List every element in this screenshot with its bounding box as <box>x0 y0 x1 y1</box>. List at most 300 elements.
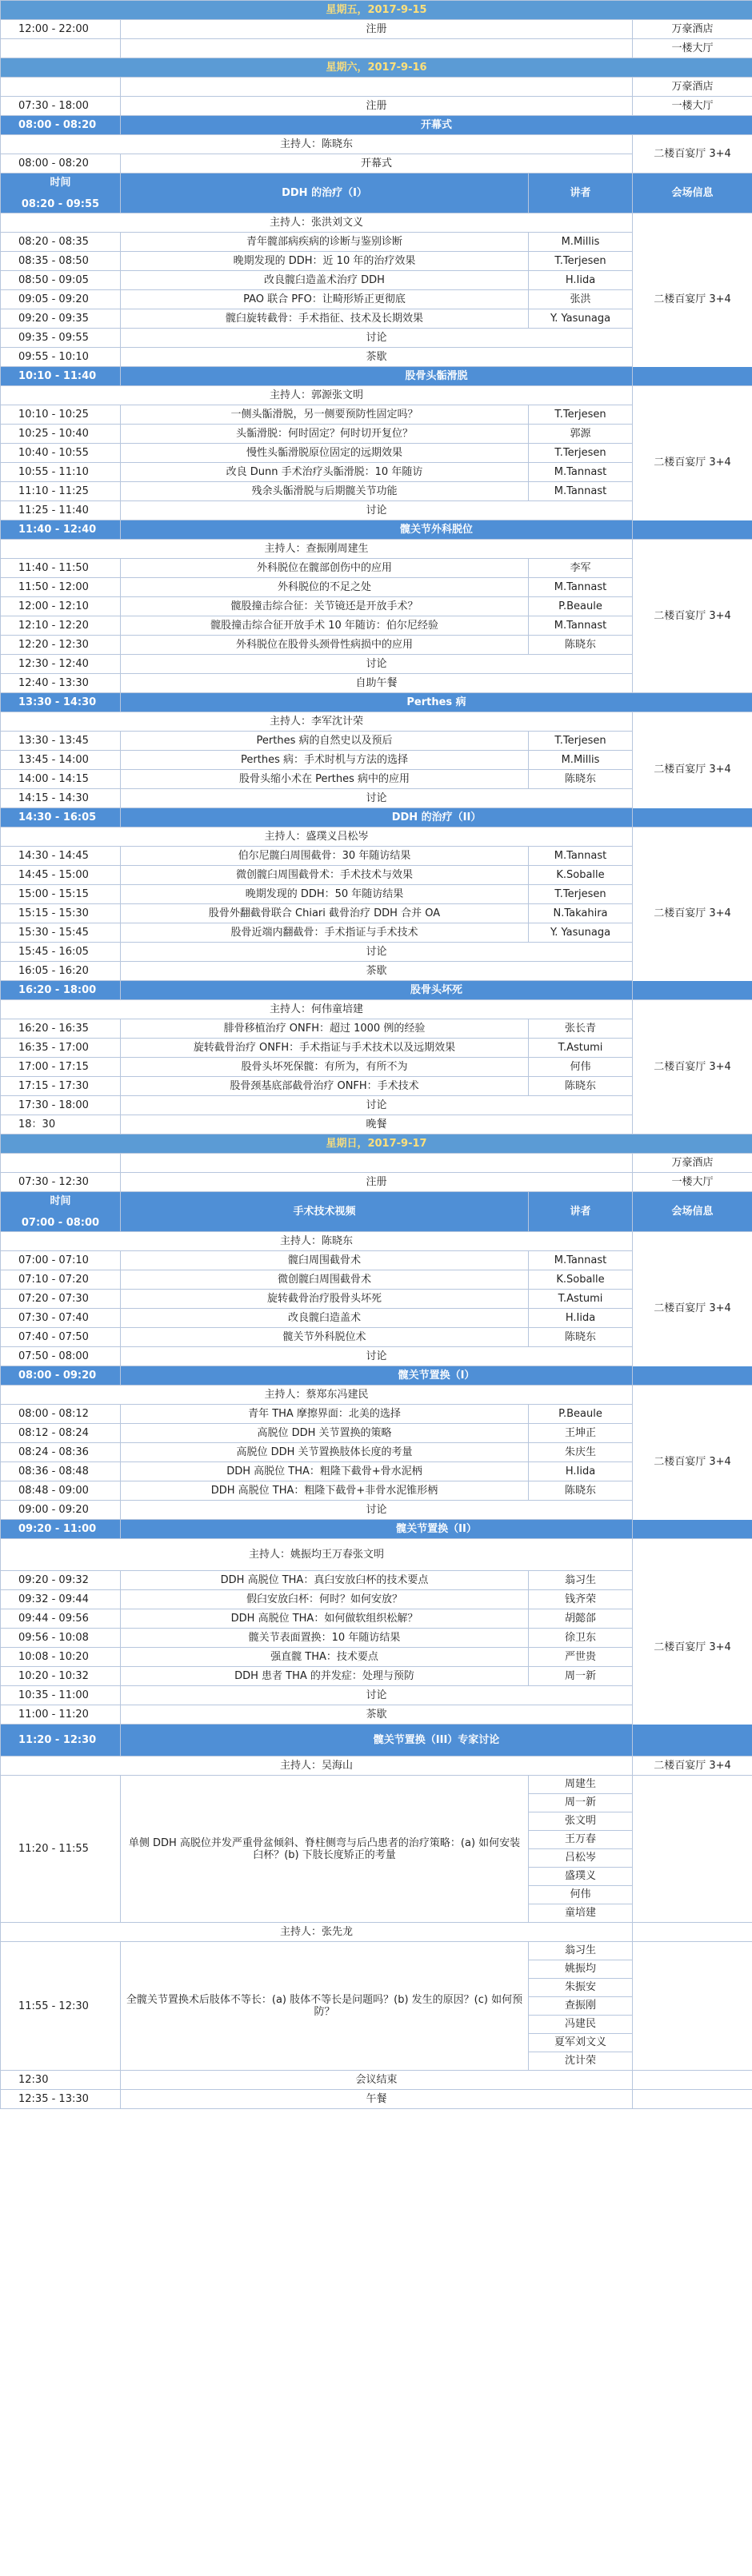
venue-cell: 二楼百宴厅 3+4 <box>633 135 752 173</box>
chair-name: 主持人：张先龙 <box>1 1923 633 1942</box>
venue-cell: 二楼百宴厅 3+4 <box>633 1000 752 1134</box>
venue-cell: 万豪酒店 <box>633 20 752 39</box>
talk-title: 旋转截骨治疗股骨头坏死 <box>121 1290 529 1309</box>
schedule-row <box>1 39 752 58</box>
session-time: 12:10 - 12:20 <box>1 616 121 636</box>
session-time: 11:55 - 12:30 <box>1 1942 121 2071</box>
talk-title: 改良髋臼造盖术治疗 DDH <box>121 271 529 290</box>
speaker-name: T.Terjesen <box>529 885 633 904</box>
venue-cell: 万豪酒店 <box>633 78 752 97</box>
session-time: 16:20 - 18:00 <box>1 981 121 1000</box>
speaker-name: 陈晓东 <box>529 1481 633 1501</box>
panelist-name: 王万春 <box>529 1831 632 1849</box>
speaker-name: H.Iida <box>529 271 633 290</box>
speaker-name: Y. Yasunaga <box>529 309 633 329</box>
speaker-name: 张长青 <box>529 1019 633 1039</box>
talk-title: 晚期发现的 DDH：50 年随访结果 <box>121 885 529 904</box>
session-time: 11:20 - 11:55 <box>1 1776 121 1923</box>
chair-name: 主持人：吴海山 <box>1 1757 633 1776</box>
speaker-name: M.Tannast <box>529 578 633 597</box>
schedule-row <box>1 1154 752 1173</box>
venue-cell: 二楼百宴厅 3+4 <box>633 213 752 386</box>
talk-title: 午餐 <box>121 2090 633 2109</box>
venue-cell <box>633 2071 752 2090</box>
panel-discussion-row <box>1 1776 752 1923</box>
venue-cell: 一楼大厅 <box>633 39 752 58</box>
talk-title: 青年髋部病疾病的诊断与鉴别诊断 <box>121 233 529 252</box>
talk-title: 股骨近端内翻截骨：手术指证与手术技术 <box>121 923 529 943</box>
speaker-name: P.Beaule <box>529 1405 633 1424</box>
session-title: 髋关节置换（II） <box>121 1520 752 1539</box>
session-time: 07:10 - 07:20 <box>1 1270 121 1290</box>
speaker-name: 翁习生 <box>529 1571 633 1590</box>
talk-title: 改良髋臼造盖术 <box>121 1309 529 1328</box>
session-time: 09:55 - 10:10 <box>1 348 121 367</box>
session-time: 11:25 - 11:40 <box>1 501 121 520</box>
chair-row <box>1 1000 752 1019</box>
talk-title: 残余头骺滑脱与后期髋关节功能 <box>121 482 529 501</box>
talk-title: 外科脱位在髋部创伤中的应用 <box>121 559 529 578</box>
session-time: 14:15 - 14:30 <box>1 789 121 808</box>
panelists <box>529 1776 633 1923</box>
schedule-row <box>1 78 752 97</box>
chair-name: 主持人：张洪刘文义 <box>1 213 633 233</box>
venue-cell <box>633 1776 752 1923</box>
speaker-name: 李军 <box>529 559 633 578</box>
session-time: 10:10 - 11:40 <box>1 367 121 386</box>
panelist-name: 周一新 <box>529 1794 632 1812</box>
speaker-name: 朱庆生 <box>529 1443 633 1462</box>
day-heading-row <box>1 58 752 78</box>
day-heading-row <box>1 1134 752 1154</box>
panel-discussion-row <box>1 1942 752 2071</box>
session-time: 16:35 - 17:00 <box>1 1039 121 1058</box>
session-time: 14:30 - 16:05 <box>1 808 121 827</box>
chair-row <box>1 1539 752 1571</box>
speaker-name: N.Takahira <box>529 904 633 923</box>
chair-name: 主持人：陈晓东 <box>1 135 633 154</box>
talk-title: 注册 <box>121 20 633 39</box>
session-title: 髋关节外科脱位 <box>121 520 752 540</box>
session-header-row <box>1 1725 752 1757</box>
schedule-row <box>1 2071 752 2090</box>
talk-title: 髋股撞击综合征：关节镜还是开放手术？ <box>121 597 529 616</box>
speaker-name: T.Terjesen <box>529 405 633 425</box>
talk-title: 茶歇 <box>121 962 633 981</box>
session-header-row <box>1 1520 752 1539</box>
session-time: 08:24 - 08:36 <box>1 1443 121 1462</box>
session-header-row <box>1 116 752 135</box>
venue-cell: 二楼百宴厅 3+4 <box>633 1539 752 1757</box>
time-column-header <box>1 173 121 213</box>
talk-title: 腓骨移植治疗 ONFH：超过 1000 例的经验 <box>121 1019 529 1039</box>
panelist-name: 吕松岑 <box>529 1849 632 1868</box>
session-time: 09:32 - 09:44 <box>1 1590 121 1609</box>
chair-row <box>1 1386 752 1405</box>
session-time: 13:45 - 14:00 <box>1 751 121 770</box>
session-time <box>1 39 121 58</box>
speaker-name: T.Terjesen <box>529 252 633 271</box>
venue-column-header: 会场信息 <box>633 173 752 213</box>
talk-title: 自助午餐 <box>121 674 633 693</box>
session-title: 开幕式 <box>121 116 752 135</box>
session-time: 17:30 - 18:00 <box>1 1096 121 1115</box>
session-time: 07:30 - 12:30 <box>1 1173 121 1192</box>
session-header-row <box>1 1366 752 1386</box>
session-time: 09:00 - 09:20 <box>1 1501 121 1520</box>
venue-cell: 二楼百宴厅 3+4 <box>633 540 752 693</box>
speaker-name: 郭源 <box>529 425 633 444</box>
panelist-name: 沈计荣 <box>564 2055 596 2067</box>
speaker-name: 陈晓东 <box>529 636 633 655</box>
session-time: 13:30 - 13:45 <box>1 732 121 751</box>
panelist-name: 查振刚 <box>529 1997 632 2016</box>
day-heading-row <box>1 1 752 20</box>
session-title: Perthes 病 <box>121 693 752 712</box>
session-time: 15:00 - 15:15 <box>1 885 121 904</box>
venue-cell: 二楼百宴厅 3+4 <box>633 1386 752 1539</box>
venue-cell: 二楼百宴厅 3+4 <box>633 1757 752 1776</box>
session-time: 07:30 - 18:00 <box>1 97 121 116</box>
session-time: 11:20 - 12:30 <box>1 1725 121 1757</box>
session-time: 10:55 - 11:10 <box>1 463 121 482</box>
chair-name: 主持人：李军沈计荣 <box>1 712 633 732</box>
panelist-name: 童培建 <box>564 1907 596 1919</box>
time-column-label: 时间 <box>50 1194 71 1207</box>
speaker-column-header: 讲者 <box>529 173 633 213</box>
chair-row <box>1 827 752 847</box>
panelist-name: 夏军刘文义 <box>529 2034 632 2052</box>
talk-title <box>121 1154 633 1173</box>
venue-column-header: 会场信息 <box>633 1192 752 1232</box>
talk-title: 高脱位 DDH 关节置换肢体长度的考量 <box>121 1443 529 1462</box>
talk-title: 讨论 <box>121 1501 633 1520</box>
session-time: 16:20 - 16:35 <box>1 1019 121 1039</box>
schedule-row <box>1 97 752 116</box>
schedule-row <box>1 20 752 39</box>
session-header-row <box>1 981 752 1000</box>
time-column-header <box>1 1192 121 1232</box>
schedule-row <box>1 1173 752 1192</box>
talk-title: 股骨外翻截骨联合 Chiari 截骨治疗 DDH 合并 OA <box>121 904 529 923</box>
session-header-row <box>1 520 752 540</box>
session-time: 13:30 - 14:30 <box>1 693 121 712</box>
session-time: 07:30 - 07:40 <box>1 1309 121 1328</box>
talk-title: 讨论 <box>121 1686 633 1705</box>
session-time: 08:00 - 08:20 <box>1 154 121 173</box>
talk-title: 青年 THA 摩擦界面：北美的选择 <box>121 1405 529 1424</box>
speaker-name: M.Tannast <box>529 463 633 482</box>
session-time: 09:20 - 11:00 <box>1 1520 121 1539</box>
session-time: 11:40 - 12:40 <box>1 520 121 540</box>
talk-title: Perthes 病：手术时机与方法的选择 <box>121 751 529 770</box>
session-time: 11:40 - 11:50 <box>1 559 121 578</box>
talk-title: DDH 高脱位 THA：如何做软组织松解？ <box>121 1609 529 1629</box>
chair-name: 主持人：姚振均王万春张文明 <box>1 1539 633 1571</box>
chair-name: 主持人：查振刚周建生 <box>1 540 633 559</box>
speaker-name: M.Millis <box>529 233 633 252</box>
talk-title: 注册 <box>121 1173 633 1192</box>
session-time: 14:00 - 14:15 <box>1 770 121 789</box>
speaker-name: H.Iida <box>529 1309 633 1328</box>
session-time: 07:20 - 07:30 <box>1 1290 121 1309</box>
speaker-name: 胡懿郃 <box>529 1609 633 1629</box>
talk-title: 开幕式 <box>121 154 633 173</box>
session-time: 07:00 - 08:00 <box>21 1216 100 1229</box>
speaker-name: K.Soballe <box>529 1270 633 1290</box>
talk-title: 晚期发现的 DDH：近 10 年的治疗效果 <box>121 252 529 271</box>
chair-row <box>1 712 752 732</box>
venue-cell: 二楼百宴厅 3+4 <box>633 712 752 827</box>
panelist-name: 张文明 <box>529 1812 632 1831</box>
talk-title: 晚餐 <box>121 1115 633 1134</box>
discussion-topic: 全髋关节置换术后肢体不等长：(a) 肢体不等长是问题吗？(b) 发生的原因？(c) 如何预防？ <box>121 1942 529 2071</box>
day-heading: 星期五，2017-9-15 <box>1 1 752 20</box>
speaker-name: 严世贵 <box>529 1648 633 1667</box>
talk-title: 微创髋臼周围截骨术 <box>121 1270 529 1290</box>
session-time: 07:40 - 07:50 <box>1 1328 121 1347</box>
session-time: 08:00 - 09:20 <box>1 1366 121 1386</box>
speaker-name: T.Astumi <box>529 1290 633 1309</box>
talk-title: 强直髋 THA：技术要点 <box>121 1648 529 1667</box>
session-time: 15:15 - 15:30 <box>1 904 121 923</box>
chair-row <box>1 386 752 405</box>
speaker-name: T.Astumi <box>529 1039 633 1058</box>
session-title: DDH 的治疗（II） <box>121 808 752 827</box>
talk-title: 讨论 <box>121 501 633 520</box>
chair-row <box>1 213 752 233</box>
session-time: 12:00 - 12:10 <box>1 597 121 616</box>
talk-title: 旋转截骨治疗 ONFH：手术指证与手术技术以及远期效果 <box>121 1039 529 1058</box>
time-column-label: 时间 <box>50 176 71 189</box>
session-time: 08:48 - 09:00 <box>1 1481 121 1501</box>
session-header-row <box>1 693 752 712</box>
session-time: 11:00 - 11:20 <box>1 1705 121 1725</box>
talk-title: PAO 联合 PFO：让畸形矫正更彻底 <box>121 290 529 309</box>
speaker-name: 钱齐荣 <box>529 1590 633 1609</box>
talk-title: 假臼安放臼杯：何时？如何安放？ <box>121 1590 529 1609</box>
session-time: 17:15 - 17:30 <box>1 1077 121 1096</box>
talk-title: 股骨头缩小术在 Perthes 病中的应用 <box>121 770 529 789</box>
session-time: 12:40 - 13:30 <box>1 674 121 693</box>
session-time: 09:20 - 09:35 <box>1 309 121 329</box>
speaker-name: 周一新 <box>529 1667 633 1686</box>
venue-cell <box>633 1942 752 2071</box>
session-time: 09:56 - 10:08 <box>1 1629 121 1648</box>
schedule-row <box>1 2090 752 2109</box>
talk-title: 髋臼周围截骨术 <box>121 1251 529 1270</box>
session-time: 10:20 - 10:32 <box>1 1667 121 1686</box>
talk-title: 一侧头骺滑脱，另一侧要预防性固定吗？ <box>121 405 529 425</box>
session-time: 14:30 - 14:45 <box>1 847 121 866</box>
session-time: 10:10 - 10:25 <box>1 405 121 425</box>
session-time <box>1 78 121 97</box>
talk-title: 慢性头骺滑脱原位固定的远期效果 <box>121 444 529 463</box>
session-time: 08:20 - 09:55 <box>21 197 100 210</box>
session-time: 10:08 - 10:20 <box>1 1648 121 1667</box>
speaker-name: Y. Yasunaga <box>529 923 633 943</box>
talk-title <box>121 78 633 97</box>
speaker-name: 张洪 <box>529 290 633 309</box>
speaker-name: 王坤正 <box>529 1424 633 1443</box>
venue-cell: 二楼百宴厅 3+4 <box>633 1232 752 1386</box>
speaker-column-header: 讲者 <box>529 1192 633 1232</box>
session-time: 07:00 - 07:10 <box>1 1251 121 1270</box>
panelists <box>529 1942 633 2071</box>
chair-name: 主持人：何伟童培建 <box>1 1000 633 1019</box>
panelist-name: 翁习生 <box>529 1942 632 1960</box>
talk-title: DDH 高脱位 THA：粗隆下截骨+非骨水泥锥形柄 <box>121 1481 529 1501</box>
talk-title: DDH 高脱位 THA：真臼安放臼杯的技术要点 <box>121 1571 529 1590</box>
talk-title: DDH 高脱位 THA：粗隆下截骨+骨水泥柄 <box>121 1462 529 1481</box>
session-time: 11:10 - 11:25 <box>1 482 121 501</box>
chair-row <box>1 135 752 154</box>
chair-name: 主持人：陈晓东 <box>1 1232 633 1251</box>
speaker-name: M.Tannast <box>529 616 633 636</box>
chair-row <box>1 1923 752 1942</box>
session-time: 12:35 - 13:30 <box>1 2090 121 2109</box>
talk-title: 高脱位 DDH 关节置换的策略 <box>121 1424 529 1443</box>
talk-title: 讨论 <box>121 1096 633 1115</box>
panelist-name: 冯建民 <box>529 2016 632 2034</box>
session-time: 09:35 - 09:55 <box>1 329 121 348</box>
speaker-name: M.Millis <box>529 751 633 770</box>
talk-title: 茶歇 <box>121 348 633 367</box>
session-time: 07:50 - 08:00 <box>1 1347 121 1366</box>
session-time: 12:30 <box>1 2071 121 2090</box>
talk-title: 讨论 <box>121 789 633 808</box>
speaker-name: 陈晓东 <box>529 770 633 789</box>
session-time: 12:20 - 12:30 <box>1 636 121 655</box>
session-time <box>1 1154 121 1173</box>
talk-title: 股骨头坏死保髋：有所为，有所不为 <box>121 1058 529 1077</box>
panelist-name: 何伟 <box>529 1886 632 1904</box>
session-time: 08:36 - 08:48 <box>1 1462 121 1481</box>
day-heading: 星期六，2017-9-16 <box>1 58 752 78</box>
session-header-row <box>1 808 752 827</box>
session-time: 15:30 - 15:45 <box>1 923 121 943</box>
column-header-row <box>1 173 752 213</box>
chair-name: 主持人：郭源张文明 <box>1 386 633 405</box>
talk-title: 注册 <box>121 97 633 116</box>
session-time: 11:50 - 12:00 <box>1 578 121 597</box>
session-title: 股骨头骺滑脱 <box>121 367 752 386</box>
talk-title: 微创髋臼周围截骨术：手术技术与效果 <box>121 866 529 885</box>
session-time: 12:00 - 22:00 <box>1 20 121 39</box>
talk-title: 外科脱位在股骨头颈骨性病损中的应用 <box>121 636 529 655</box>
session-time: 08:00 - 08:20 <box>1 116 121 135</box>
talk-title: 会议结束 <box>121 2071 633 2090</box>
speaker-name: 陈晓东 <box>529 1328 633 1347</box>
panelist-name: 姚振均 <box>529 1960 632 1979</box>
panelist-name: 盛璞义 <box>529 1868 632 1886</box>
session-time: 08:35 - 08:50 <box>1 252 121 271</box>
speaker-name: 陈晓东 <box>529 1077 633 1096</box>
column-header-row <box>1 1192 752 1232</box>
session-time: 16:05 - 16:20 <box>1 962 121 981</box>
session-time: 09:05 - 09:20 <box>1 290 121 309</box>
session-time: 15:45 - 16:05 <box>1 943 121 962</box>
talk-title: 髋臼旋转截骨：手术指征、技术及长期效果 <box>121 309 529 329</box>
speaker-name: T.Terjesen <box>529 732 633 751</box>
talk-title: 髋股撞击综合征开放手术 10 年随访：伯尔尼经验 <box>121 616 529 636</box>
session-time: 09:44 - 09:56 <box>1 1609 121 1629</box>
speaker-name: 何伟 <box>529 1058 633 1077</box>
chair-row <box>1 1757 752 1776</box>
session-time: 08:12 - 08:24 <box>1 1424 121 1443</box>
day-heading: 星期日，2017-9-17 <box>1 1134 752 1154</box>
speaker-name: K.Soballe <box>529 866 633 885</box>
chair-row <box>1 1232 752 1251</box>
venue-cell: 一楼大厅 <box>633 1173 752 1192</box>
talk-title: 讨论 <box>121 943 633 962</box>
session-time: 08:20 - 08:35 <box>1 233 121 252</box>
chair-name: 主持人：蔡郑东冯建民 <box>1 1386 633 1405</box>
schedule-body <box>1 1 752 2109</box>
discussion-topic: 单侧 DDH 高脱位并发严重骨盆倾斜、脊柱侧弯与后凸患者的治疗策略：(a) 如何安装臼杯？(b) 下肢长度矫正的考量 <box>121 1776 529 1923</box>
session-time: 14:45 - 15:00 <box>1 866 121 885</box>
speaker-name: P.Beaule <box>529 597 633 616</box>
session-time: 10:25 - 10:40 <box>1 425 121 444</box>
session-time: 10:40 - 10:55 <box>1 444 121 463</box>
talk-title: 髋关节外科脱位术 <box>121 1328 529 1347</box>
session-time: 12:30 - 12:40 <box>1 655 121 674</box>
talk-title: 讨论 <box>121 655 633 674</box>
talk-title: 股骨颈基底部截骨治疗 ONFH：手术技术 <box>121 1077 529 1096</box>
talk-title: 改良 Dunn 手术治疗头骺滑脱：10 年随访 <box>121 463 529 482</box>
session-time: 09:20 - 09:32 <box>1 1571 121 1590</box>
session-time: 18：30 <box>1 1115 121 1134</box>
session-time: 08:50 - 09:05 <box>1 271 121 290</box>
venue-cell <box>633 1923 752 1942</box>
speaker-name: M.Tannast <box>529 847 633 866</box>
talk-title <box>121 39 633 58</box>
session-title: DDH 的治疗（I） <box>121 173 529 213</box>
speaker-name: T.Terjesen <box>529 444 633 463</box>
talk-title: 髋关节表面置换：10 年随访结果 <box>121 1629 529 1648</box>
session-title: 手术技术视频 <box>121 1192 529 1232</box>
session-title: 髋关节置换（III）专家讨论 <box>121 1725 752 1757</box>
talk-title: DDH 患者 THA 的并发症：处理与预防 <box>121 1667 529 1686</box>
venue-cell <box>633 2090 752 2109</box>
speaker-name: M.Tannast <box>529 1251 633 1270</box>
session-time: 17:00 - 17:15 <box>1 1058 121 1077</box>
session-header-row <box>1 367 752 386</box>
talk-title: 头骺滑脱：何时固定？何时切开复位？ <box>121 425 529 444</box>
talk-title: 伯尔尼髋臼周围截骨：30 年随访结果 <box>121 847 529 866</box>
venue-cell: 万豪酒店 <box>633 1154 752 1173</box>
chair-name: 主持人：盛璞义吕松岑 <box>1 827 633 847</box>
venue-cell: 二楼百宴厅 3+4 <box>633 386 752 540</box>
session-time: 10:35 - 11:00 <box>1 1686 121 1705</box>
speaker-name: M.Tannast <box>529 482 633 501</box>
talk-title: 讨论 <box>121 1347 633 1366</box>
speaker-name: H.Iida <box>529 1462 633 1481</box>
session-time: 08:00 - 08:12 <box>1 1405 121 1424</box>
talk-title: Perthes 病的自然史以及预后 <box>121 732 529 751</box>
talk-title: 外科脱位的不足之处 <box>121 578 529 597</box>
session-title: 髋关节置换（I） <box>121 1366 752 1386</box>
venue-cell: 一楼大厅 <box>633 97 752 116</box>
panelist-name: 朱振安 <box>529 1979 632 1997</box>
speaker-name: 徐卫东 <box>529 1629 633 1648</box>
talk-title: 茶歇 <box>121 1705 633 1725</box>
session-title: 股骨头坏死 <box>121 981 752 1000</box>
panelist-name: 周建生 <box>529 1776 632 1794</box>
chair-row <box>1 540 752 559</box>
venue-cell: 二楼百宴厅 3+4 <box>633 827 752 1000</box>
talk-title: 讨论 <box>121 329 633 348</box>
